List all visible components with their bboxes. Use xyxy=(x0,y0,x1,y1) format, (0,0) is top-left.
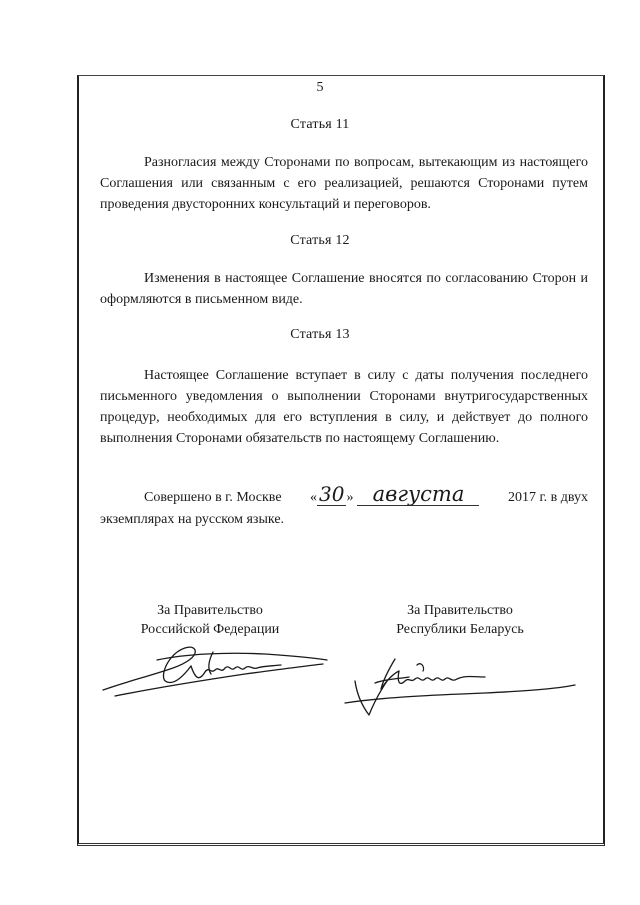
signatory-left-line2: Российской Федерации xyxy=(140,622,280,637)
execution-line2: экземплярах на русском языке. xyxy=(100,512,285,527)
article-12-text: Изменения в настоящее Соглашение вносятся по согласованию Сторон и оформляются в письменном виде. xyxy=(100,271,588,307)
signatory-left xyxy=(110,601,310,639)
article-13-text: Настоящее Соглашение вступает в силу с даты получения последнего письменного уведомления о выполнении Сторонами внутригосударственных процедур, необходимых для его вступления в силу, и действует до полного выполнения Сторонами обязательств по настоящему Соглашению. xyxy=(100,368,588,446)
execution-date xyxy=(310,483,479,509)
signatory-right-line2: Республики Беларусь xyxy=(396,622,524,637)
article-11-heading: Статья 11 xyxy=(290,117,350,132)
execution-month: августа xyxy=(357,483,479,506)
signatory-right xyxy=(360,601,560,639)
signatory-right-line1: За Правительство xyxy=(407,603,513,618)
signature-right xyxy=(325,645,585,725)
day-open-quote: « xyxy=(310,490,318,505)
article-12-heading: Статья 12 xyxy=(290,233,350,248)
signature-left xyxy=(95,638,335,708)
execution-prefix: Совершено в г. Москве xyxy=(144,490,282,505)
page-number: 5 xyxy=(316,80,324,95)
article-11-text: Разногласия между Сторонами по вопросам, вытекающим из настоящего Соглашения или связанным с его реализацией, решаются Сторонами путем проведения двусторонних консультаций и переговоров. xyxy=(100,155,588,212)
execution-year: 2017 г. в двух xyxy=(507,490,588,505)
signatory-left-line1: За Правительство xyxy=(157,603,263,618)
day-close-quote: » xyxy=(346,490,354,505)
execution-clause xyxy=(100,483,588,531)
article-13-heading: Статья 13 xyxy=(290,327,350,342)
execution-day: 30 xyxy=(319,482,345,506)
